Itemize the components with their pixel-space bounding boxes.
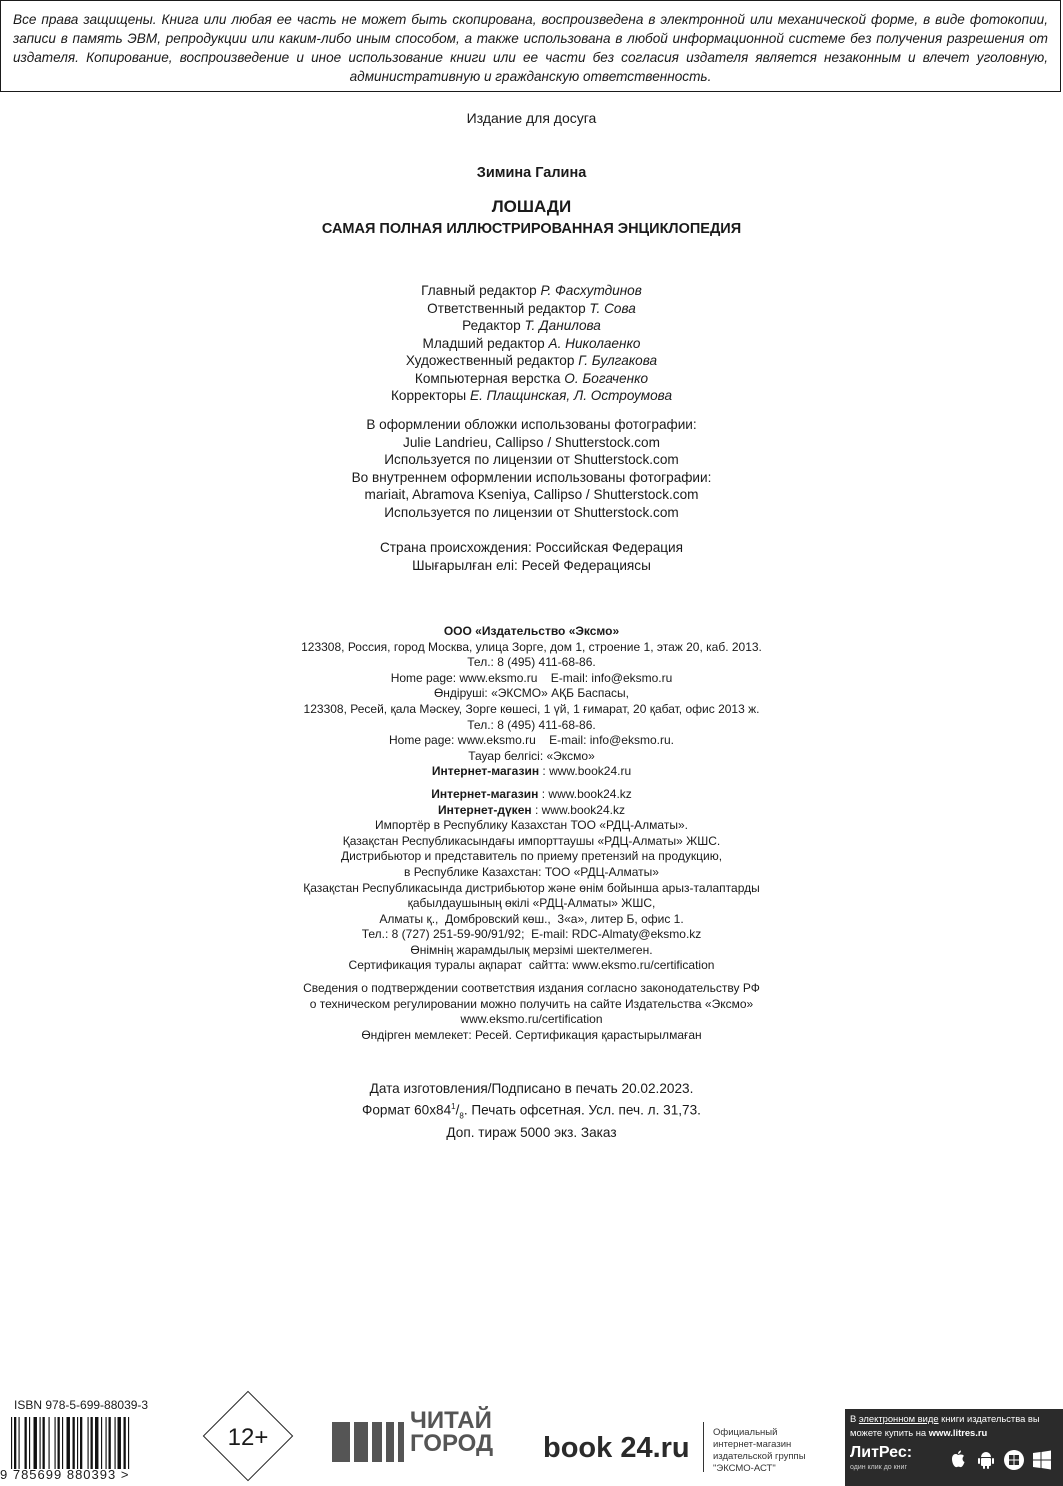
- barcode-digits: 9 785699 880393 >: [0, 1467, 130, 1482]
- origin-line: Страна происхождения: Российская Федерация: [379, 540, 684, 555]
- origin-line: Шығарылған елі: Ресей Федерациясы: [412, 557, 651, 573]
- apple-icon: [947, 1449, 969, 1471]
- cert-line: Сведения о подтверждении соответствия издания согласно законодательству РФ: [303, 981, 760, 996]
- publisher-line: в Республике Казахстан: ТОО «РДЦ-Алматы»: [404, 864, 659, 879]
- windows-phone-icon: [1003, 1449, 1025, 1471]
- publisher-info: [0, 624, 1063, 1043]
- cert-line: о техническом регулировании можно получить на сайте Издательства «Эксмо»: [309, 996, 754, 1011]
- book24-description: Официальный интернет-магазин издательской группы "ЭКСМО-АСТ": [713, 1427, 806, 1474]
- book-title: ЛОШАДИ: [491, 197, 572, 216]
- age-rating: 12+: [227, 1424, 269, 1451]
- author: Зимина Галина: [476, 165, 587, 181]
- credit-line: Главный редактор Р. Фасхутдинов: [421, 283, 642, 298]
- publisher-line: Қазақстан Республикасында дистрибьютор және өнім бойынша арыз-талаптарды: [303, 880, 760, 895]
- publisher-line: Home page: www.eksmo.ru E-mail: info@eksmo.ru.: [389, 733, 674, 748]
- book24-logo: book 24.ru: [543, 1432, 690, 1464]
- photo-line: Во внутреннем оформлении использованы фотографии:: [351, 469, 712, 485]
- country-of-origin: [0, 539, 1063, 574]
- credit-line: Художественный редактор Г. Булгакова: [405, 353, 658, 368]
- credit-line: Младший редактор А. Николаенко: [422, 335, 641, 351]
- publisher-line: Өнімнің жарамдылық мерзімі шектелмеген.: [410, 942, 653, 957]
- online-shop-ru: Интернет-магазин : www.book24.ru: [431, 764, 632, 779]
- publisher-line: қабылдаушының өкілі «РДЦ-Алматы» ЖШС,: [407, 896, 656, 911]
- publisher-line: Сертификация туралы ақпарат сайтта: www.eksmo.ru/certification: [348, 958, 715, 973]
- publisher-line: Қазақстан Республикасындағы импорттаушы «РДЦ-Алматы» ЖШС.: [342, 833, 721, 848]
- edition-type: Издание для досуга: [466, 110, 597, 126]
- online-shop-kz: Интернет-магазин : www.book24.kz: [431, 786, 632, 801]
- photo-line: Julie Landrieu, Callipso / Shutterstock.com: [403, 434, 660, 450]
- publisher-name: ООО «Издательство «Эксмо»: [443, 624, 620, 638]
- android-icon: [975, 1449, 997, 1471]
- photo-line: Используется по лицензии от Shutterstock.com: [384, 452, 679, 467]
- cert-line: www.eksmo.ru/certification: [460, 1012, 603, 1027]
- credits-list: [0, 282, 1063, 405]
- credit-line: Компьютерная верстка О. Богаченко: [414, 370, 649, 386]
- online-shop-kz-kazakh: Интернет-дүкен : www.book24.kz: [438, 802, 625, 817]
- publisher-line: Home page: www.eksmo.ru E-mail: info@eksmo.ru: [390, 670, 673, 685]
- publisher-line: Алматы қ., Домбровский көш., 3«а», литер Б, офис 1.: [379, 911, 684, 926]
- barcode-icon: [9, 1417, 169, 1469]
- publisher-line: 123308, Россия, город Москва, улица Зорге, дом 1, строение 1, этаж 20, каб. 2013.: [301, 639, 762, 654]
- book-subtitle: САМАЯ ПОЛНАЯ ИЛЛЮСТРИРОВАННАЯ ЭНЦИКЛОПЕДИЯ: [321, 221, 742, 237]
- print-info: [0, 1080, 1063, 1142]
- isbn: ISBN 978-5-699-88039-3: [14, 1398, 149, 1412]
- print-date: Дата изготовления/Подписано в печать 20.02.2023.: [369, 1081, 694, 1096]
- photo-line: mariait, Abramova Kseniya, Callipso / Shutterstock.com: [364, 487, 699, 502]
- publisher-line: Дистрибьютор и представитель по приему претензий на продукцию,: [340, 849, 723, 864]
- credit-line: Корректоры Е. Плащинская, Л. Остроумова: [390, 388, 673, 403]
- publisher-line: Тел.: 8 (727) 251-59-90/91/92; E-mail: RDC-Almaty@eksmo.kz: [361, 927, 702, 942]
- publisher-line: Импортёр в Республику Казахстан ТОО «РДЦ-Алматы».: [375, 818, 688, 833]
- credit-line: Редактор Т. Данилова: [462, 318, 601, 333]
- print-run: Доп. тираж 5000 экз. Заказ: [446, 1125, 617, 1141]
- litres-banner: [845, 1409, 1063, 1486]
- divider: [703, 1422, 704, 1472]
- photo-line: Используется по лицензии от Shutterstock.com: [384, 504, 679, 520]
- litres-logo: ЛитРес:: [850, 1444, 913, 1461]
- publisher-line: Өндіруші: «ЭКСМО» АҚБ Баспасы,: [433, 686, 630, 701]
- publisher-line: Тел.: 8 (495) 411-68-86.: [467, 655, 596, 670]
- photo-credits: [0, 416, 1063, 521]
- print-format: Формат $60x84^1/_8$. Печать офсетная. Усл. печ. л. 31,73.: [362, 1101, 701, 1120]
- credit-line: Ответственный редактор Т. Сова: [427, 300, 636, 316]
- copyright-notice: Все права защищены. Книга или любая ее часть не может быть скопирована, воспроизведена в электронной или механической форме, в виде фотокопии, записи в память ЭВМ, репродукции или каким-либо иным способом, а также использована в любой информационной системе без получения разрешения от издателя. Копирование, воспроизведение и иное использование книги или ее части без согласия издателя является незаконным и влечет уголовную, административную и гражданскую ответственность.: [0, 0, 1061, 92]
- litres-text: В электронном виде книги издательства вы можете купить на www.litres.ru: [850, 1413, 1040, 1438]
- cert-line: Өндірген мемлекет: Ресей. Сертификация қарастырылмаған: [361, 1027, 702, 1042]
- publisher-line: Тауар белгісі: «Эксмо»: [468, 748, 595, 763]
- windows-icon: [1031, 1449, 1053, 1471]
- publisher-line: 123308, Ресей, қала Мәскеу, Зорге көшесі, 1 үй, 1 ғимарат, 20 қабат, офис 2013 ж.: [303, 701, 760, 716]
- litres-tagline: один клик до книг: [850, 1464, 908, 1471]
- photo-line: В оформлении обложки использованы фотографии:: [366, 417, 697, 432]
- chitai-gorod-logo: ЧИТАЙ ГОРОД: [410, 1407, 494, 1457]
- publisher-line: Тел.: 8 (495) 411-68-86.: [467, 717, 596, 732]
